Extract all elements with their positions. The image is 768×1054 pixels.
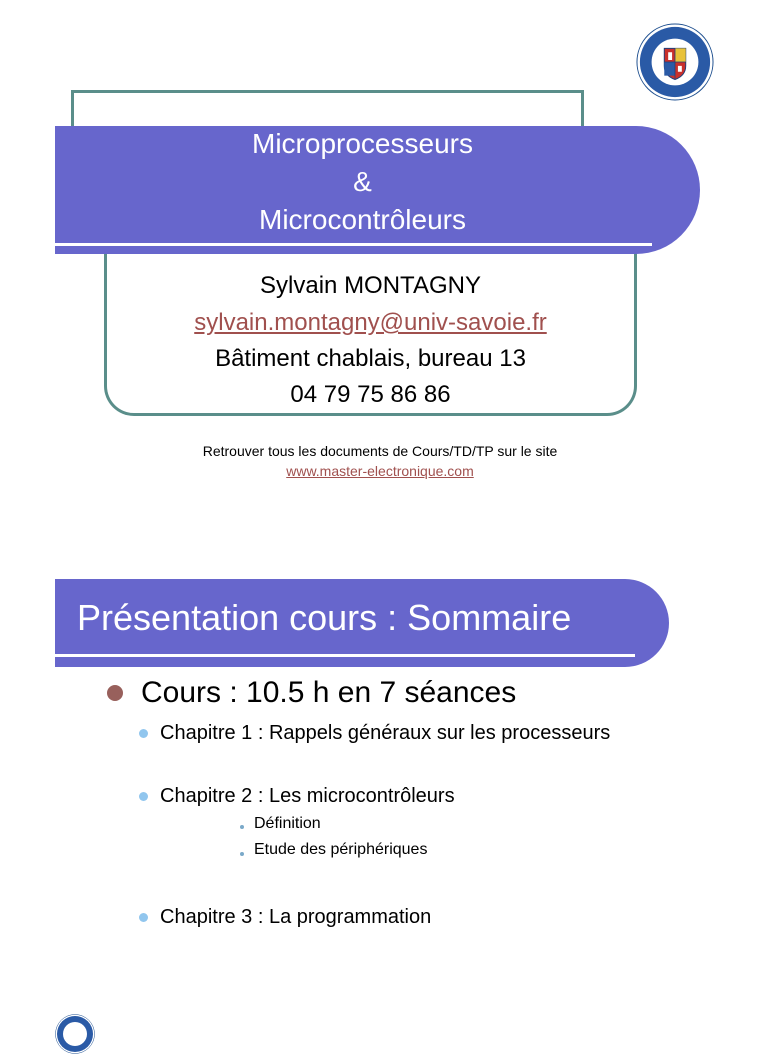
chapter-bullet-icon: [139, 913, 148, 922]
chapter-bullet-icon: [139, 729, 148, 738]
sub-bullet-icon: [240, 852, 244, 856]
banner-divider: [55, 243, 652, 246]
title-line-1: Microprocesseurs: [252, 128, 473, 159]
author-name: Sylvain MONTAGNY: [260, 272, 481, 299]
university-logo-icon: [636, 23, 714, 101]
chapter-bullet-icon: [139, 792, 148, 801]
chapter-2: Chapitre 2 : Les microcontrôleurs: [160, 785, 455, 807]
chapter-2-sub-2: Etude des périphériques: [254, 841, 428, 858]
university-logo-small-icon: [55, 1014, 95, 1054]
title-line-3: Microcontrôleurs: [259, 204, 466, 235]
website-link[interactable]: www.master-electronique.com: [286, 463, 474, 479]
summary-banner-divider: [55, 654, 635, 657]
phone-number: 04 79 75 86 86: [290, 381, 451, 408]
sub-bullet-icon: [240, 825, 244, 829]
title-line-2: &: [353, 166, 372, 197]
documents-note: Retrouver tous les documents de Cours/TD/TP sur le site: [202, 443, 558, 459]
office-location: Bâtiment chablais, bureau 13: [215, 345, 526, 372]
email-link[interactable]: sylvain.montagny@univ-savoie.fr: [194, 309, 547, 336]
summary-title: Présentation cours : Sommaire: [77, 597, 572, 638]
main-bullet-text: Cours : 10.5 h en 7 séances: [141, 676, 517, 709]
chapter-3: Chapitre 3 : La programmation: [160, 906, 432, 928]
chapter-1: Chapitre 1 : Rappels généraux sur les processeurs: [160, 722, 611, 744]
main-bullet-icon: [107, 685, 123, 701]
chapter-2-sub-1: Définition: [254, 815, 321, 832]
